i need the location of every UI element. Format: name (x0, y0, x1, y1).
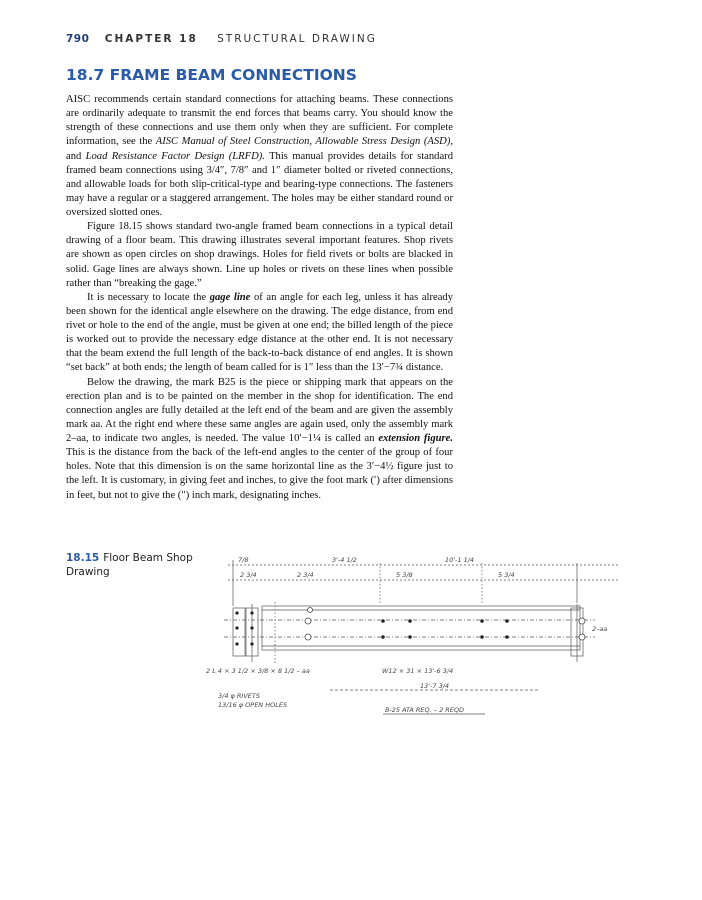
dim-label-2-34: 2 3/4 (297, 571, 314, 579)
dim-label-3-4: 3'-4 1/2 (332, 556, 357, 564)
shop-rivet (579, 634, 585, 640)
figure-caption-text: Floor Beam Shop Drawing (66, 552, 193, 578)
left-angle-outer (233, 608, 245, 656)
field-hole (235, 626, 238, 629)
field-hole (480, 619, 484, 623)
field-hole (381, 635, 385, 639)
p3-text-a: It is necessary to locate the (87, 291, 210, 303)
paragraph-3 (66, 291, 453, 376)
p4-term: extension figure. (378, 433, 453, 444)
beam-spec-label: W12 × 31 × 13'-6 3/4 (382, 667, 454, 675)
holes-note: 13/16 φ OPEN HOLES (218, 701, 288, 709)
field-hole (505, 619, 509, 623)
chapter-title: STRUCTURAL DRAWING (217, 33, 377, 45)
p1-manual-title: AISC Manual of Steel Construction, Allowable Stress Design (ASD), (155, 136, 453, 148)
overall-length-label: 13'-7 3/4 (420, 682, 450, 690)
p4-text-c: This is the distance from the back of the left-end angles to the center of the group of four holes. Note that this dimension is on the same horizontal line as the 3′−4½ figure just to the left. It is customary, in giving feet and inches, to give the foot mark (′) after dimensions in feet, but not to give the (″) inch mark, designating inches. (66, 447, 453, 501)
dim-label-left-top: 7/8 (238, 556, 249, 564)
shop-rivet (579, 618, 585, 624)
p1-text-a: AISC recommends certain standard connections for attaching beams. These connections are ordinarily adequate to transmit the end forces that beams carry. You should know the strength of these connections and use them only when they are sufficient. For complete information, see the (66, 94, 453, 148)
body-text (66, 93, 453, 503)
shop-rivet (305, 634, 311, 640)
field-hole (408, 619, 412, 623)
dim-label-right-sub: 5 3/4 (498, 571, 515, 579)
p4-text-a: Below the drawing, the mark B25 is the piece or shipping mark that appears on the erection plan and is to be painted on the member in the shop for identification. The end connection angles are fully detailed at the left end of the beam and are given the assembly mark aa. At the right end where these same angles are again used, only the assembly mark 2–aa, to indicate two angles, is needed. The value 10′−1¼ is called an (66, 376, 453, 444)
drawing-svg (200, 548, 620, 726)
p3-term: gage line (209, 291, 251, 303)
dim-label-5-38: 5 3/8 (396, 571, 413, 579)
shipping-mark-label: B-25 ATA REQ. – 2 REQD (385, 706, 465, 714)
p1-lrfd-title: Load Resistance Factor Design (LRFD). (85, 150, 265, 162)
field-hole (250, 611, 253, 614)
p1-text-c: and (66, 150, 86, 162)
chapter-label: CHAPTER 18 (104, 33, 198, 45)
field-hole (381, 619, 385, 623)
field-hole (505, 635, 509, 639)
field-hole (408, 635, 412, 639)
rivet-note: 3/4 φ RIVETS (218, 692, 260, 700)
angle-spec-label: 2 L 4 × 3 1/2 × 3/8 × 8 1/2 – aa (206, 667, 310, 675)
field-hole (250, 626, 253, 629)
paragraph-1 (66, 93, 453, 220)
field-hole (250, 642, 253, 645)
field-hole (235, 642, 238, 645)
dim-label-left-sub: 2 3/4 (240, 571, 257, 579)
field-hole (480, 635, 484, 639)
shop-rivet (308, 608, 313, 613)
dim-label-10-1: 10'-1 1/4 (445, 556, 475, 564)
page-number: 790 (66, 33, 90, 45)
p3-text-c: of an angle for each leg, unless it has already been shown for the identical angle elsewhere on the drawing. The edge distance, from end rivet or hole to the end of the angle, must be given at one end; the billed length of the piece is worked out to provide the necessary edge distance at the other end. It is not necessary that the beam extend the full length of the back-to-back distance of end angles. It is shown “set back” at both ends; the length of beam called for is 1″ less than the 13′−7¾ distance. (66, 291, 453, 374)
figure-number: 18.15 (66, 552, 100, 564)
paragraph-4 (66, 376, 453, 503)
running-head (66, 33, 377, 45)
shop-rivet (305, 618, 311, 624)
section-title: 18.7 FRAME BEAM CONNECTIONS (66, 66, 357, 84)
right-assembly-mark: 2–aa (592, 625, 608, 633)
p1-text-e: This manual provides details for standard framed beam connections using 3/4″, 7/8″ and 1″ diameter bolted or riveted connections, and allowable loads for both slip-critical-type and bearing-type connections. The fasteners may have a regular or a staggered arrangement. The holes may be either standard round or oversized slotted ones. (66, 150, 453, 218)
figure-caption (66, 551, 196, 579)
paragraph-2: Figure 18.15 shows standard two-angle framed beam connections in a typical detail drawing of a floor beam. This drawing illustrates several important features. Shop rivets are shown as open circles on shop drawings. Holes for field rivets or bolts are blacked in solid. Gage lines are always shown. Line up holes or rivets on these lines when possible rather than “breaking the gage.” (66, 221, 453, 289)
field-hole (235, 611, 238, 614)
floor-beam-drawing (200, 548, 620, 726)
